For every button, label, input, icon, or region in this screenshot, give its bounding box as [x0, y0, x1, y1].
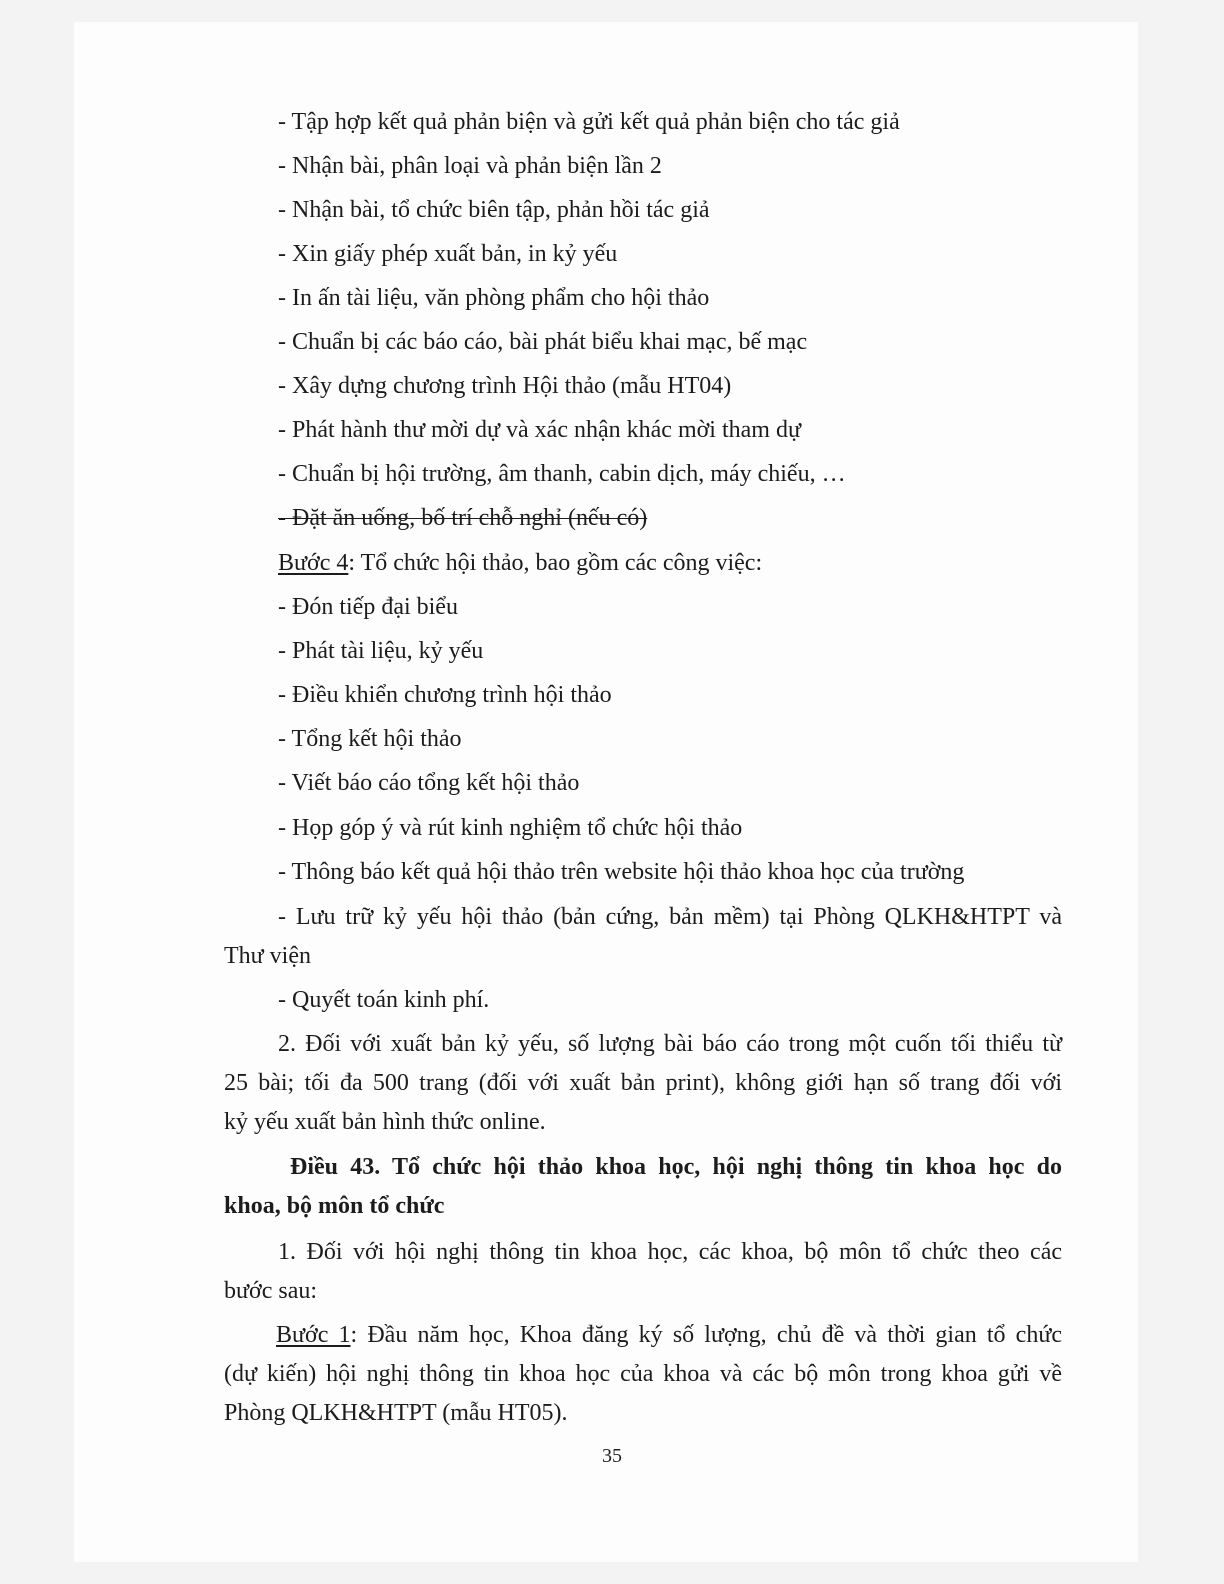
list-item: - Xin giấy phép xuất bản, in kỷ yếu [278, 241, 618, 267]
list-item: - Phát hành thư mời dự và xác nhận khác mời tham dự [278, 417, 801, 443]
article-43-heading-line-1: Điều 43. Tổ chức hội thảo khoa học, hội nghị thông tin khoa học do [290, 1154, 1062, 1180]
list-item: - Phát tài liệu, kỷ yếu [278, 638, 484, 664]
article-43-p1-line-2: bước sau: [224, 1278, 318, 1304]
archive-line-1: - Lưu trữ kỷ yếu hội thảo (bản cứng, bản mềm) tại Phòng QLKH&HTPT và [278, 904, 1062, 930]
list-item: - Họp góp ý và rút kinh nghiệm tổ chức hội thảo [278, 815, 743, 841]
step4-heading [278, 548, 762, 578]
step4-text: : Tổ chức hội thảo, bao gồm các công việc: [348, 550, 763, 576]
article-43-heading-line-2: khoa, bộ môn tổ chức [224, 1193, 445, 1219]
list-item: - Điều khiển chương trình hội thảo [278, 682, 612, 708]
list-item: - Tập hợp kết quả phản biện và gửi kết quả phản biện cho tác giả [278, 109, 900, 135]
list-item: - Tổng kết hội thảo [278, 726, 462, 752]
list-item: - Nhận bài, phân loại và phản biện lần 2 [278, 153, 662, 179]
step1-text: : Đầu năm học, Khoa đăng ký số lượng, chủ đề và thời gian tổ chức [350, 1322, 1062, 1348]
step1-label: Bước 1 [276, 1322, 351, 1348]
paragraph-2-line-2: 25 bài; tối đa 500 trang (đối với xuất bản print), không giới hạn số trang đối với [224, 1070, 1062, 1096]
list-item-struck: - Đặt ăn uống, bố trí chỗ nghỉ (nếu có) [278, 505, 648, 531]
step4-label: Bước 4 [278, 550, 349, 576]
paragraph-2-line-3: kỷ yếu xuất bản hình thức online. [224, 1109, 546, 1135]
page-number: 35 [602, 1445, 622, 1467]
article-43-p1-line-1: 1. Đối với hội nghị thông tin khoa học, các khoa, bộ môn tổ chức theo các [278, 1239, 1062, 1265]
step1-line-1 [276, 1320, 1062, 1350]
list-item: - Nhận bài, tổ chức biên tập, phản hồi tác giả [278, 197, 710, 223]
archive-line-2: Thư viện [224, 943, 311, 969]
list-item: - In ấn tài liệu, văn phòng phẩm cho hội thảo [278, 285, 710, 311]
list-item: - Chuẩn bị các báo cáo, bài phát biểu khai mạc, bế mạc [278, 329, 808, 355]
list-item: - Quyết toán kinh phí. [278, 987, 490, 1013]
list-item: - Thông báo kết quả hội thảo trên website hội thảo khoa học của trường [278, 859, 965, 885]
paragraph-2-line-1: 2. Đối với xuất bản kỷ yếu, số lượng bài báo cáo trong một cuốn tối thiểu từ [278, 1031, 1062, 1057]
list-item: - Chuẩn bị hội trường, âm thanh, cabin dịch, máy chiếu, … [278, 461, 846, 487]
list-item: - Xây dựng chương trình Hội thảo (mẫu HT04) [278, 373, 732, 399]
list-item: - Viết báo cáo tổng kết hội thảo [278, 770, 580, 796]
list-item: - Đón tiếp đại biểu [278, 594, 458, 620]
step1-line-2: (dự kiến) hội nghị thông tin khoa học của khoa và các bộ môn trong khoa gửi về [224, 1361, 1062, 1387]
step1-line-3: Phòng QLKH&HTPT (mẫu HT05). [224, 1400, 568, 1426]
